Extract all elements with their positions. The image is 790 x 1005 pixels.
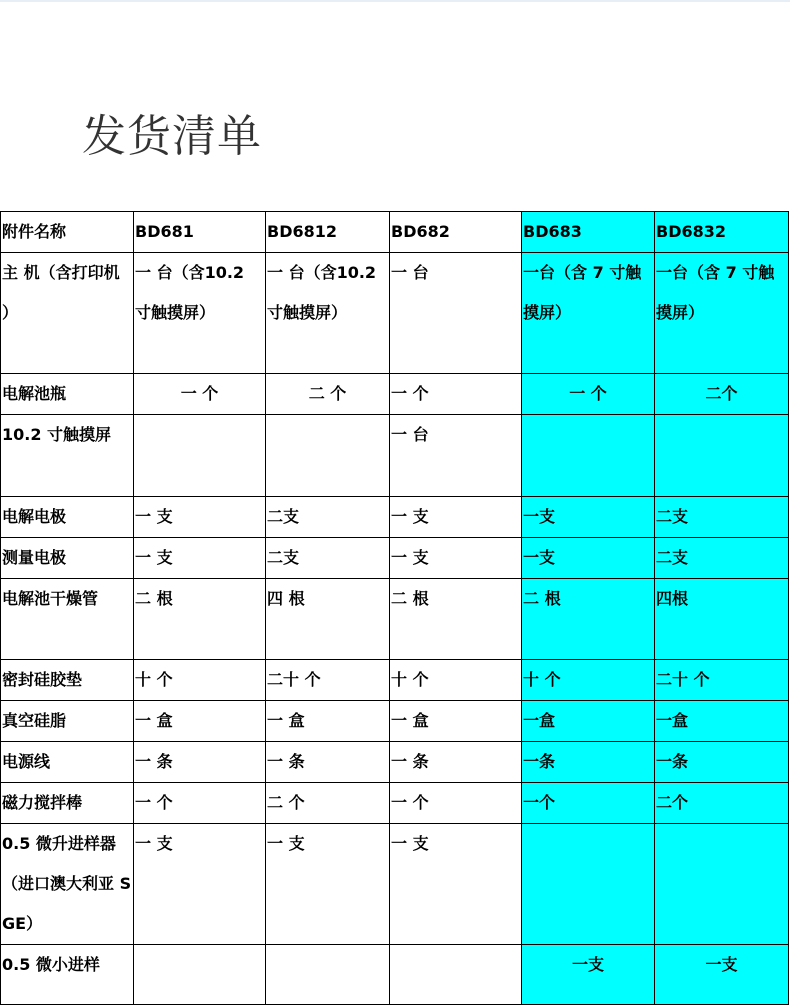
table-cell: 二 个	[266, 783, 390, 824]
table-cell: 一 台	[390, 253, 522, 374]
table-cell: 一 支	[266, 824, 390, 945]
item-name-cell: 主 机（含打印机 ）	[1, 253, 134, 374]
table-cell	[134, 415, 266, 497]
table-row	[1, 579, 789, 660]
table-row	[1, 742, 789, 783]
table-cell: 一 支	[390, 538, 522, 579]
table-cell	[522, 415, 655, 497]
table-cell: 一 条	[266, 742, 390, 783]
item-name-cell: 0.5 微升进样器（进口澳大利亚 SGE）	[1, 824, 134, 945]
table-cell: 一 盒	[134, 701, 266, 742]
table-cell: 二支	[655, 538, 789, 579]
table-cell	[390, 945, 522, 1005]
table-cell: 一 盒	[390, 701, 522, 742]
table-row	[1, 945, 789, 1005]
table-row	[1, 783, 789, 824]
table-cell	[655, 415, 789, 497]
table-cell: 二支	[266, 497, 390, 538]
table-cell: 一个	[522, 783, 655, 824]
header-cell: BD6812	[266, 212, 390, 253]
table-cell: 一条	[655, 742, 789, 783]
table-cell: 二 根	[522, 579, 655, 660]
table-cell: 一 条	[390, 742, 522, 783]
table-cell: 一支	[522, 497, 655, 538]
page-title: 发货清单	[82, 111, 262, 162]
table-cell: 一 支	[390, 824, 522, 945]
table-cell: 四根	[655, 579, 789, 660]
table-cell: 二 根	[134, 579, 266, 660]
table-cell: 一 支	[390, 497, 522, 538]
table-cell: 一 个	[522, 374, 655, 415]
table-cell: 一 台	[390, 415, 522, 497]
table-cell: 一 台（含10.2 寸触摸屏）	[266, 253, 390, 374]
table-cell: 一盒	[655, 701, 789, 742]
table-row	[1, 538, 789, 579]
table-cell: 一 盒	[266, 701, 390, 742]
table-cell: 四 根	[266, 579, 390, 660]
table-cell: 一 个	[134, 783, 266, 824]
table-cell: 十 个	[522, 660, 655, 701]
header-cell: BD682	[390, 212, 522, 253]
table-row	[1, 497, 789, 538]
header-cell: BD681	[134, 212, 266, 253]
table-cell: 二十 个	[655, 660, 789, 701]
table-cell: 二个	[655, 374, 789, 415]
header-cell: BD683	[522, 212, 655, 253]
table-header-row	[1, 212, 789, 253]
header-cell: 附件名称	[1, 212, 134, 253]
table-cell: 二支	[655, 497, 789, 538]
item-name-cell: 磁力搅拌棒	[1, 783, 134, 824]
table-cell: 二十 个	[266, 660, 390, 701]
table-cell: 一 个	[134, 374, 266, 415]
table-cell: 一条	[522, 742, 655, 783]
header-cell: BD6832	[655, 212, 789, 253]
table-cell	[266, 415, 390, 497]
item-name-cell: 0.5 微小进样	[1, 945, 134, 1005]
table-row	[1, 415, 789, 497]
table-cell: 一 个	[390, 783, 522, 824]
table-cell: 一台（含 7 寸触摸屏）	[655, 253, 789, 374]
table-row	[1, 824, 789, 945]
item-name-cell: 10.2 寸触摸屏	[1, 415, 134, 497]
item-name-cell: 电源线	[1, 742, 134, 783]
table-cell: 二支	[266, 538, 390, 579]
item-name-cell: 电解池瓶	[1, 374, 134, 415]
table-row	[1, 374, 789, 415]
top-divider	[0, 0, 790, 2]
table-row	[1, 253, 789, 374]
table-cell: 十 个	[390, 660, 522, 701]
table-cell: 一台（含 7 寸触摸屏）	[522, 253, 655, 374]
table-cell: 一 支	[134, 824, 266, 945]
table-cell: 二 根	[390, 579, 522, 660]
table-cell: 十 个	[134, 660, 266, 701]
table-row	[1, 701, 789, 742]
table-cell: 二个	[655, 783, 789, 824]
shipping-list-table	[0, 211, 789, 1005]
table-cell: 一 台（含10.2 寸触摸屏）	[134, 253, 266, 374]
item-name-cell: 真空硅脂	[1, 701, 134, 742]
table-cell: 二 个	[266, 374, 390, 415]
item-name-cell: 测量电极	[1, 538, 134, 579]
table-cell: 一 支	[134, 497, 266, 538]
table-row	[1, 660, 789, 701]
table-cell: 一支	[522, 945, 655, 1005]
table-cell: 一盒	[522, 701, 655, 742]
table-cell	[134, 945, 266, 1005]
table-cell: 一 条	[134, 742, 266, 783]
table-cell: 一 个	[390, 374, 522, 415]
item-name-cell: 密封硅胶垫	[1, 660, 134, 701]
table-cell: 一支	[655, 945, 789, 1005]
table-cell: 一支	[522, 538, 655, 579]
item-name-cell: 电解池干燥管	[1, 579, 134, 660]
table-cell	[655, 824, 789, 945]
table-cell	[522, 824, 655, 945]
table-cell	[266, 945, 390, 1005]
item-name-cell: 电解电极	[1, 497, 134, 538]
table-cell: 一 支	[134, 538, 266, 579]
